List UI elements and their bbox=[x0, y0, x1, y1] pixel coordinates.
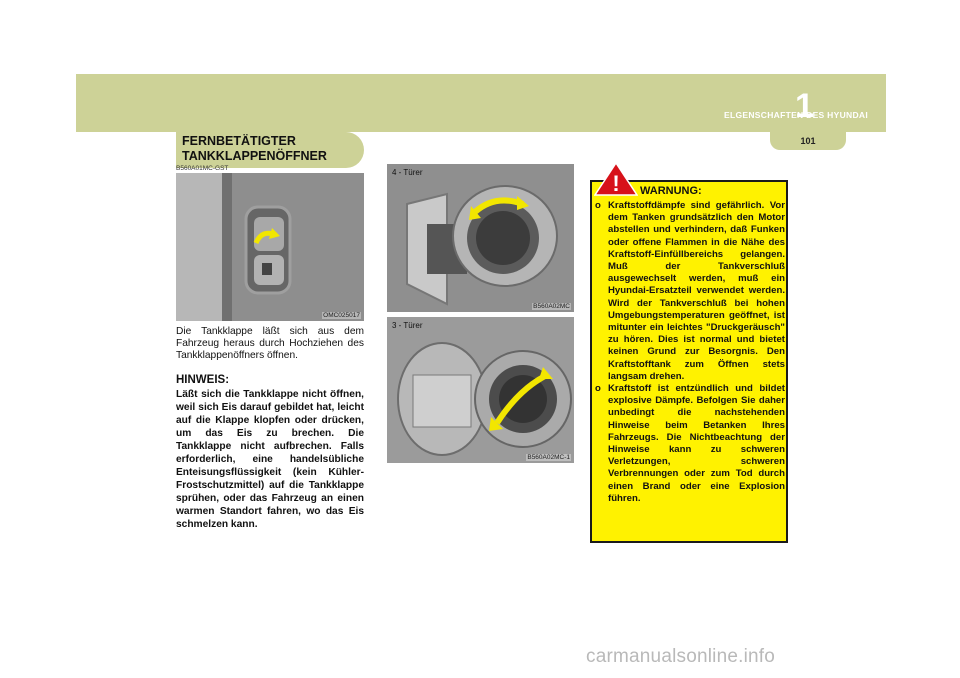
chapter-title: ELGENSCHAFTEN DES HYUNDAI bbox=[724, 110, 868, 120]
warning-symbol: ! bbox=[612, 171, 620, 196]
chapter-number: 1 bbox=[795, 87, 814, 125]
warning-item-2 bbox=[595, 383, 785, 505]
four-door-fuel-cap-photo bbox=[387, 164, 574, 312]
watermark: carmanualsonline.info bbox=[586, 646, 776, 667]
section-code: B560A01MC-GST bbox=[176, 165, 229, 172]
four-door-label: 4 - Türer bbox=[392, 168, 423, 177]
bullet: o bbox=[595, 383, 601, 395]
image-code: B560A02MC bbox=[533, 303, 570, 310]
warning-item-text: Kraftstoffdämpfe sind gefährlich. Vor dem Tanken grundsätzlich den Motor abstellen und verhindern, daß Funken oder offene Flammen in die Nähe des Kraftstoff-Einfüllbereichs gelangen. Muß der Tankverschluß ausgewechselt werden, muß ein Hyundai-Ersatzteil verwendet werden. Wird der Tankverschluß bei hohen Umgebungstemperaturen geöffnet, ist mitunter ein leichtes "Druckgeräusch" zu hören. Dies ist normal und bietet keinen Grund zur Besorgnis. Den Kraftstofftank zum Öffnen stets langsam drehen. bbox=[608, 200, 785, 382]
section-title-line-2: TANKKLAPPENÖFFNER bbox=[182, 149, 327, 163]
image-code: B560A02MC-1 bbox=[527, 454, 570, 461]
note-heading: HINWEIS: bbox=[176, 374, 230, 386]
intro-paragraph: Die Tankklappe läßt sich aus dem Fahrzeug heraus durch Hochziehen des Tankklappenöffners öffnen. bbox=[176, 326, 364, 361]
fuel-door-lever-photo bbox=[176, 173, 364, 321]
three-door-fuel-cap-photo bbox=[387, 317, 574, 463]
bullet: o bbox=[595, 200, 601, 211]
three-door-label: 3 - Türer bbox=[392, 321, 423, 330]
header-band bbox=[76, 74, 886, 132]
page-number: 101 bbox=[800, 136, 816, 146]
image-code: OMC025017 bbox=[323, 312, 360, 319]
section-title-line-1: FERNBETÄTIGTER bbox=[182, 134, 296, 148]
section-title bbox=[182, 134, 362, 164]
warning-item-1 bbox=[595, 200, 785, 383]
note-paragraph: Läßt sich die Tankklappe nicht öffnen, weil sich Eis darauf gebildet hat, leicht auf die Klappe klopfen oder drücken, um das Eis zu brechen. Die Tankklappe nicht aufbrechen. Falls erforderlich, eine handelsübliche Enteisungsflüssigkeit (kein Kühler-Frostschutzmittel) auf die Tankklappe sprühen, oder das Fahrzeug an einen warmen Standort fahren, wo das Eis schmelzen kann. bbox=[176, 389, 364, 530]
warning-item-text: Kraftstoff ist entzündlich und bildet explosive Dämpfe. Befolgen Sie daher unbedingt die nachstehenden Hinweise beim Betanken Ihres Fahrzeugs. Die Nichtbeachtung der Hinweise kann zu schweren Verletzungen, schweren Verbrennungen oder zum Tod durch einen Brand oder eine Explosion führen. bbox=[608, 383, 785, 504]
warning-list bbox=[595, 200, 785, 505]
warning-title: WARNUNG: bbox=[640, 185, 702, 197]
warning-triangle-icon bbox=[594, 162, 638, 201]
